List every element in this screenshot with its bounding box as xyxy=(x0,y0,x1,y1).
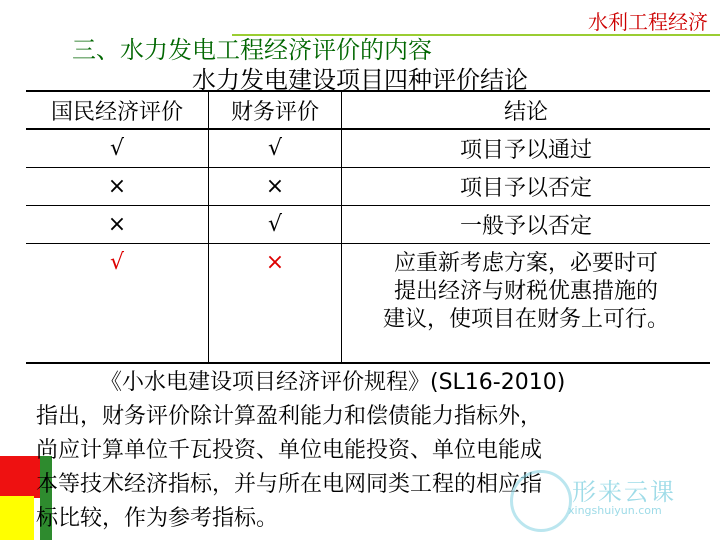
cell-conclusion: 项目予以通过 xyxy=(342,129,711,167)
cell-financial: √ xyxy=(209,129,342,167)
cell-national: × xyxy=(26,205,209,243)
cell-national: √ xyxy=(26,129,209,167)
cell-conclusion: 一般予以否定 xyxy=(342,205,711,243)
table-header-row xyxy=(26,91,710,129)
cell-national: × xyxy=(26,167,209,205)
section-heading: 三、水力发电工程经济评价的内容 xyxy=(72,36,432,64)
decorative-yellow-block xyxy=(0,496,34,540)
table-row xyxy=(26,167,710,205)
paragraph-line xyxy=(36,366,696,400)
evaluation-table xyxy=(26,90,710,364)
paragraph-line: 标比较，作为参考指标。 xyxy=(36,506,279,531)
cell-national: √ xyxy=(26,243,209,363)
cell-financial: √ xyxy=(209,205,342,243)
header-financial: 财务评价 xyxy=(209,91,342,129)
paragraph-line: 本等技术经济指标，并与所在电网同类工程的相应指 xyxy=(36,472,543,497)
watermark-logo xyxy=(510,470,700,530)
cell-conclusion xyxy=(342,243,711,363)
paragraph-line: 尚应计算单位千瓦投资、单位电能投资、单位电能成 xyxy=(36,438,543,463)
cell-financial: × xyxy=(209,167,342,205)
paragraph-line: 指出，财务评价除计算盈利能力和偿债能力指标外， xyxy=(36,404,543,429)
paragraph-line-text: 《小水电建设项目经济评价规程》(SL16-2010) xyxy=(100,370,566,395)
conclusion-line: 应重新考虑方案，必要时可 xyxy=(393,250,658,276)
conclusion-line: 建议，使项目在财务上可行。 xyxy=(382,306,669,332)
header-conclusion: 结论 xyxy=(342,91,711,129)
cell-conclusion: 项目予以否定 xyxy=(342,167,711,205)
table-row xyxy=(26,129,710,167)
cell-financial: × xyxy=(209,243,342,363)
header-national: 国民经济评价 xyxy=(26,91,209,129)
table-row xyxy=(26,243,710,363)
watermark-text: 形来云课 xyxy=(572,478,676,506)
table-row xyxy=(26,205,710,243)
watermark-url: xingshuiyun.com xyxy=(568,504,662,517)
conclusion-line: 提出经济与财税优惠措施的 xyxy=(393,278,658,304)
table-title: 水力发电建设项目四种评价结论 xyxy=(192,66,528,94)
brand-title: 水利工程经济 xyxy=(588,10,708,34)
watermark-circle-icon xyxy=(510,470,572,532)
